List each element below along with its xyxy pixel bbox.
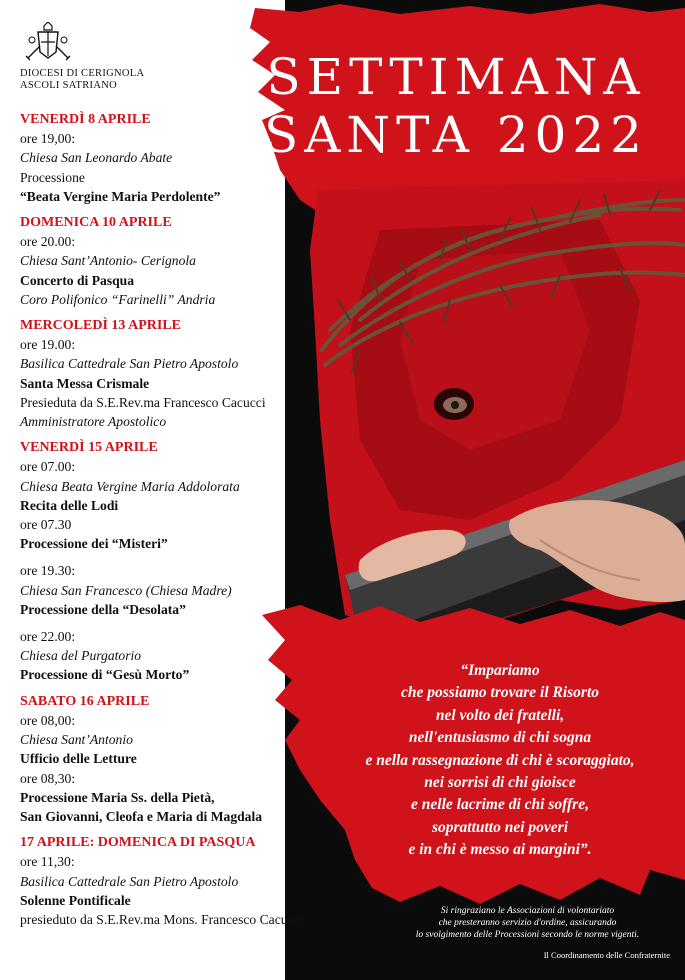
title-line-2: SANTA 2022 [264, 106, 648, 164]
easter-quote [330, 660, 670, 862]
event-presider: Presieduta da S.E.Rev.ma Francesco Cacucci [20, 394, 266, 410]
event-title: Processione dei “Misteri” [20, 536, 168, 552]
event-title: Concerto di Pasqua [20, 272, 135, 288]
event-title: Santa Messa Crismale [20, 375, 150, 391]
event-description: Processione [20, 169, 85, 185]
day-header: 17 APRILE: DOMENICA DI PASQUA [20, 835, 256, 851]
day-header: SABATO 16 APRILE [20, 693, 150, 709]
event-time: ore 19.30: [20, 563, 76, 579]
event-time: ore 19.00: [20, 337, 76, 353]
event-time: ore 11,30: [20, 854, 75, 870]
day-header: VENERDÌ 8 APRILE [20, 112, 151, 127]
event-time: ore 19,00: [20, 131, 76, 147]
acknowledgement-line: Si ringraziano le Associazioni di volontariato [440, 906, 615, 916]
day-header: MERCOLEDÌ 13 APRILE [20, 318, 182, 334]
event-title: Recita delle Lodi [20, 497, 119, 513]
event-time: ore 20.00: [20, 234, 76, 250]
event-title: Processione della “Desolata” [20, 601, 186, 617]
signature: Il Coordinamento delle Confraternite [543, 950, 670, 960]
diocese-name [20, 68, 144, 92]
diocese-coat-of-arms-icon [24, 22, 72, 64]
event-presider-role: Amministratore Apostolico [20, 414, 167, 430]
event-title: Ufficio delle Letture [20, 751, 137, 767]
event-title: San Giovanni, Cleofa e Maria di Magdala [20, 808, 263, 824]
event-place: Chiesa San Francesco (Chiesa Madre) [20, 582, 232, 598]
event-time: ore 22.00: [20, 629, 76, 645]
day-header: VENERDÌ 15 APRILE [20, 440, 158, 456]
event-title: “Beata Vergine Maria Perdolente” [20, 188, 221, 204]
quote-line: nell'entusiasmo di chi sogna [408, 729, 592, 747]
day-header: DOMENICA 10 APRILE [20, 215, 172, 231]
event-place: Chiesa San Leonardo Abate [20, 150, 173, 166]
event-title: Processione Maria Ss. della Pietà, [20, 789, 215, 805]
event-time: ore 07.30 [20, 517, 72, 533]
quote-line: nel volto dei fratelli, [435, 706, 565, 724]
event-place: Basilica Cattedrale San Pietro Apostolo [20, 356, 239, 372]
event-title: Solenne Pontificale [20, 892, 131, 908]
quote-line: soprattutto nei poveri [431, 818, 569, 836]
acknowledgement-line: lo svolgimento delle Processioni secondo le norme vigenti. [415, 930, 640, 940]
event-performer: Coro Polifonico “Farinelli” Andria [20, 291, 216, 307]
diocese-line-2: ASCOLI SATRIANO [20, 80, 117, 91]
quote-line: e in chi è messo ai margini”. [408, 841, 592, 859]
quote-line: “Impariamo [460, 662, 540, 679]
quote-line: nei sorrisi di chi gioisce [424, 774, 576, 792]
acknowledgement-note [380, 905, 675, 941]
quote-line: e nella rassegnazione di chi è scoraggiato, [365, 751, 635, 769]
event-place: Chiesa Sant’Antonio [20, 732, 133, 748]
acknowledgement-line: che presteranno servizio d'ordine, assicurando [438, 918, 617, 928]
event-place: Chiesa Sant’Antonio- Cerignola [20, 253, 196, 269]
quote-line: che possiamo trovare il Risorto [400, 684, 600, 702]
diocese-line-1: DIOCESI DI CERIGNOLA [20, 68, 145, 79]
event-place: Chiesa del Purgatorio [20, 648, 142, 664]
title-line-1: SETTIMANA [266, 48, 646, 106]
event-time: ore 08,30: [20, 770, 76, 786]
event-time: ore 08,00: [20, 712, 76, 728]
event-place: Chiesa Beata Vergine Maria Addolorata [20, 478, 240, 494]
quote-line: e nelle lacrime di chi soffre, [411, 796, 589, 814]
event-schedule [20, 110, 320, 929]
event-place: Basilica Cattedrale San Pietro Apostolo [20, 873, 239, 889]
event-presider: presieduto da S.E.Rev.ma Mons. Francesco Cacucci [20, 911, 304, 927]
event-time: ore 07.00: [20, 459, 76, 475]
event-title: Processione di “Gesù Morto” [20, 667, 190, 683]
